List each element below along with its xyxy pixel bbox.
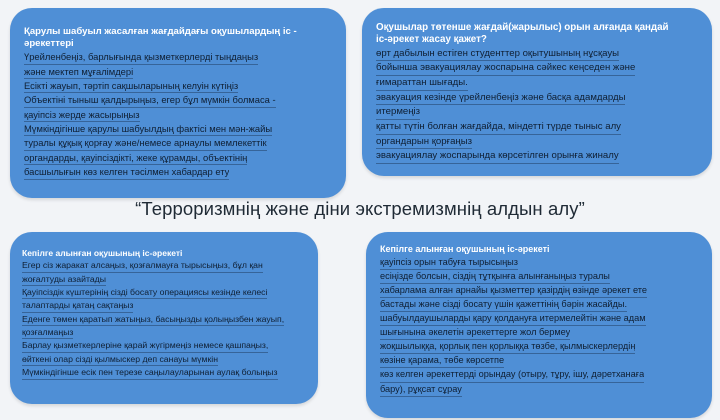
card-text-line: бастады және сізді босату үшін қажеттінің бәрін жасайды. [380, 298, 627, 312]
card-text-line: қауіпсіз орын табуға тырысыңыз [380, 256, 518, 270]
card-text-line: Еденге төмен қаратып жатыңыз, басыңызды қолыңызбен жауып, [22, 313, 284, 326]
card-text-line: қатты түтін болған жағдайда, міндетті түрде тыныс алу [376, 120, 621, 135]
card-title-line: Оқушылар төтенше жағдай(жарылыс) орын алғанда қандай [376, 22, 669, 33]
card-text-line: Мүмкіндігінше қарулы шабуылдың фактісі мен мән-жайы [24, 122, 272, 136]
card-title [22, 248, 308, 258]
card-text-line: қауіпсіз жерде жасырыңыз [24, 108, 140, 122]
card-text-line: жоқшылыққа, қорлық пен қорлыққа төзбе, қылмыскерлердің [380, 340, 635, 354]
card-text-line: шығынына әкелетін әрекеттерге жол бермеу [380, 326, 570, 340]
card-emergency-explosion [362, 8, 712, 176]
card-text-line: итермеңіз [376, 105, 420, 120]
card-text-line: талаптарды қатаң сақтаңыз [22, 299, 133, 312]
card-title [376, 22, 702, 46]
page-title: “Терроризмнің және діни экстремизмнің алдын алу” [135, 198, 585, 219]
card-text-line: өрт дабылын естіген студенттер оқытушының нұсқауы [376, 47, 619, 62]
card-text-line: ғимараттан шығады. [376, 76, 468, 91]
card-text-line: басшылығын көз келген тәсілмен хабардар ету [24, 165, 229, 179]
card-title-line: әрекеттері [24, 37, 74, 49]
card-text-line: туралы құқық қорғау және/немесе арнаулы мемлекеттік [24, 136, 267, 150]
card-hostage-actions-2 [366, 232, 712, 418]
card-hostage-actions [10, 232, 318, 404]
card-text-line: жоғалтуды азайтады [22, 273, 106, 286]
card-text-line: органдарды, қауіпсіздікті, жеке құрамды, объектінің [24, 151, 247, 165]
card-text-line: және мектеп мұғалімдері [24, 65, 133, 79]
card-title [24, 26, 334, 49]
card-title-line: Кепілге алынған оқушының іс-әрекеті [380, 244, 550, 254]
card-text-line: эвакуация кезінде үрейленбеңіз және басқа адамдарды [376, 91, 625, 106]
card-text-line: көз келген әрекеттерді орындау (отыру, тұру, ішу, дәретханаға [380, 368, 644, 382]
card-text-line: бару), рұқсат сұрау [380, 383, 462, 397]
card-title [380, 244, 702, 255]
card-text-line: Үрейленбеңіз, барлығында қызметкерлерді тыңдаңыз [24, 50, 258, 64]
card-text-line: көзіне қарама, төбе көрсетпе [380, 354, 504, 368]
card-title-line: іс-әрекет жасау қажет? [376, 33, 487, 45]
card-text-line: шабуылдаушыларды қару қолдануға итермелейтін және адам [380, 312, 646, 326]
card-text-line: Есікті жауып, тәртіп сақшыларының келуін күтіңіз [24, 79, 238, 93]
card-text-line: Қауіпсіздік күштерінің сізді босату операциясы кезінде келесі [22, 286, 267, 299]
card-text-line: есіңізде болсын, сіздің тұтқынға алынғаныңыз туралы [380, 270, 610, 284]
card-text-line: Барлау қызметкерлеріне қарай жүгірмеңіз немесе қашпаңыз, [22, 339, 268, 352]
card-text-line: Объектіні тыныш қалдырыңыз, егер бұл мүмкін болмаса - [24, 93, 276, 107]
card-title-line: Кепілге алынған оқушының іс-әрекеті [22, 248, 183, 258]
card-text-line: хабарлама алған арнайы қызметтер қазірдің өзінде әрекет ете [380, 284, 647, 298]
card-armed-attack [10, 8, 346, 198]
card-text-line: Егер сіз жаракат алсаңыз, қозғалмауға тырысыңыз, бұл қан [22, 259, 263, 272]
card-text-line: қозғалмаңыз [22, 326, 73, 339]
card-text-line: Мүмкіндігінше есік пен терезе саңылауларынан аулақ болыңыз [22, 366, 278, 379]
card-text-line: органдарын қорғаңыз [376, 135, 472, 150]
card-title-line: Қарулы шабуыл жасалған жағдайдағы оқушылардың іс - [24, 26, 297, 37]
card-text-line: эвакуациялау жоспарында көрсетілген орынға жиналу [376, 149, 619, 164]
card-text-line: бойынша эвакуациялау жоспарына сәйкес кеңседен және [376, 61, 635, 76]
card-text-line: өйткені олар сізді қылмыскер деп санауы мүмкін [22, 353, 218, 366]
